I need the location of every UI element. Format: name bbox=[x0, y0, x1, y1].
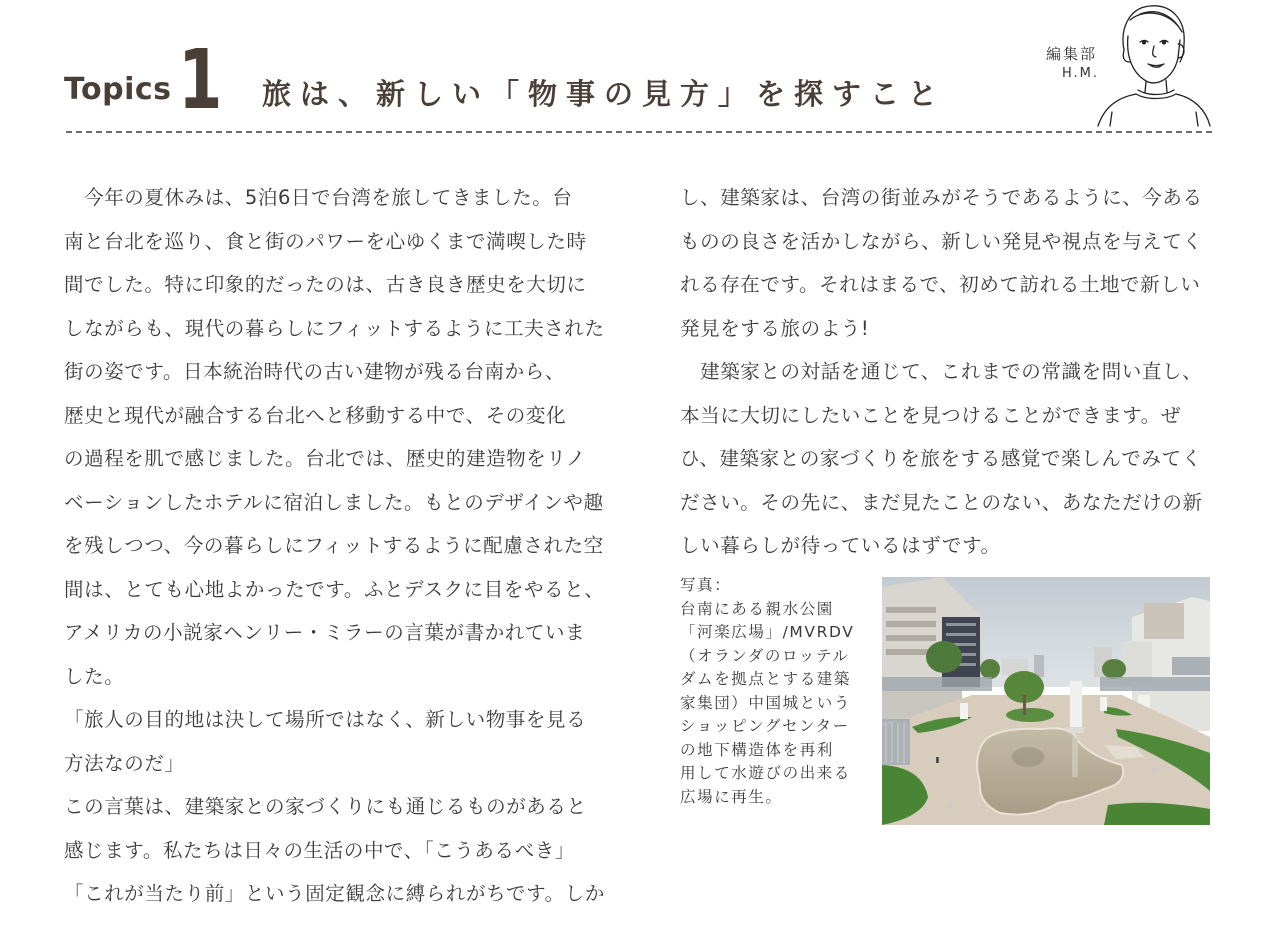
quote-line: 「旅人の目的地は決して場所ではなく、新しい物事を見る bbox=[64, 708, 587, 731]
article-line: アメリカの小説家ヘンリー・ミラーの言葉が書かれていま bbox=[64, 621, 586, 644]
photo-caption bbox=[680, 574, 872, 809]
article-headline: 旅は、新しい「物事の見方」を探すこと bbox=[262, 77, 947, 111]
article-line: 間でした。特に印象的だったのは、古き良き歴史を大切に bbox=[64, 273, 587, 296]
caption-line: の地下構造体を再利 bbox=[680, 740, 834, 759]
article-line: した。 bbox=[64, 664, 125, 688]
author-initials: H.M. bbox=[1062, 66, 1100, 81]
article-line: しい暮らしが待っているはずです。 bbox=[680, 534, 1001, 557]
article-line: この言葉は、建築家との家づくりにも通じるものがあると bbox=[64, 795, 587, 818]
author-portrait-illustration bbox=[1090, 0, 1214, 128]
article-line: の過程を肌で感じました。台北では、歴史的建造物をリノ bbox=[64, 447, 586, 470]
river-park-plaza-photo bbox=[882, 577, 1210, 825]
topics-label: Topics bbox=[64, 72, 172, 107]
caption-line: （オランダのロッテル bbox=[680, 646, 850, 665]
article-line: 南と台北を巡り、食と街のパワーを心ゆくまで満喫した時 bbox=[64, 229, 587, 253]
article-line: ベーションしたホテルに宿泊しました。もとのデザインや趣 bbox=[64, 490, 604, 514]
article-line: 感じます。私たちは日々の生活の中で、「こうあるべき」 bbox=[64, 838, 575, 862]
article-column-left bbox=[64, 176, 604, 916]
quote-line: 方法なのだ」 bbox=[64, 751, 185, 775]
article-line: 発見をする旅のよう! bbox=[680, 316, 870, 340]
header-divider bbox=[66, 131, 1212, 133]
article-header bbox=[0, 0, 1280, 140]
caption-line: 広場に再生。 bbox=[680, 787, 783, 806]
article-line: 「これが当たり前」という固定観念に縛られがちです。しか bbox=[64, 882, 605, 905]
article-line: 街の姿です。日本統治時代の古い建物が残る台南から、 bbox=[64, 360, 565, 383]
article-line: し、建築家は、台湾の街並みがそうであるように、今ある bbox=[680, 186, 1203, 209]
article-line: 今年の夏休みは、5泊6日で台湾を旅してきました。台 bbox=[64, 186, 573, 209]
article-line: ださい。その先に、まだ見たことのない、あなただけの新 bbox=[680, 490, 1203, 514]
article-line: れる存在です。それはまるで、初めて訪れる土地で新しい bbox=[680, 273, 1201, 296]
caption-line: 写真： bbox=[680, 576, 732, 594]
caption-line: 台南にある親水公園 bbox=[680, 599, 834, 618]
caption-line: ダムを拠点とする建築 bbox=[680, 670, 852, 688]
article-column-right bbox=[680, 176, 1220, 568]
caption-line: 家集団）中国城という bbox=[680, 693, 852, 712]
topics-number: 1 bbox=[178, 33, 223, 128]
caption-line: 用して水遊びの出来る bbox=[680, 764, 852, 782]
caption-line: 「河楽広場」/MVRDV bbox=[680, 623, 855, 641]
article-line: ものの良さを活かしながら、新しい発見や視点を与えてく bbox=[680, 229, 1203, 253]
article-line: を残しつつ、今の暮らしにフィットするように配慮された空 bbox=[64, 534, 604, 557]
article-line: 本当に大切にしたいことを見つけることができます。ぜ bbox=[680, 403, 1181, 427]
caption-line: ショッピングセンター bbox=[680, 717, 850, 735]
author-department: 編集部 bbox=[1046, 45, 1098, 63]
article-line: しながらも、現代の暮らしにフィットするように工夫された bbox=[64, 316, 605, 340]
article-line: 間は、とても心地よかったです。ふとデスクに目をやると、 bbox=[64, 577, 605, 601]
article-line: 歴史と現代が融合する台北へと移動する中で、その変化 bbox=[64, 403, 567, 427]
article-line: 建築家との対話を通じて、これまでの常識を問い直し、 bbox=[680, 360, 1203, 383]
article-line: ひ、建築家との家づくりを旅をする感覚で楽しんでみてく bbox=[680, 447, 1202, 470]
